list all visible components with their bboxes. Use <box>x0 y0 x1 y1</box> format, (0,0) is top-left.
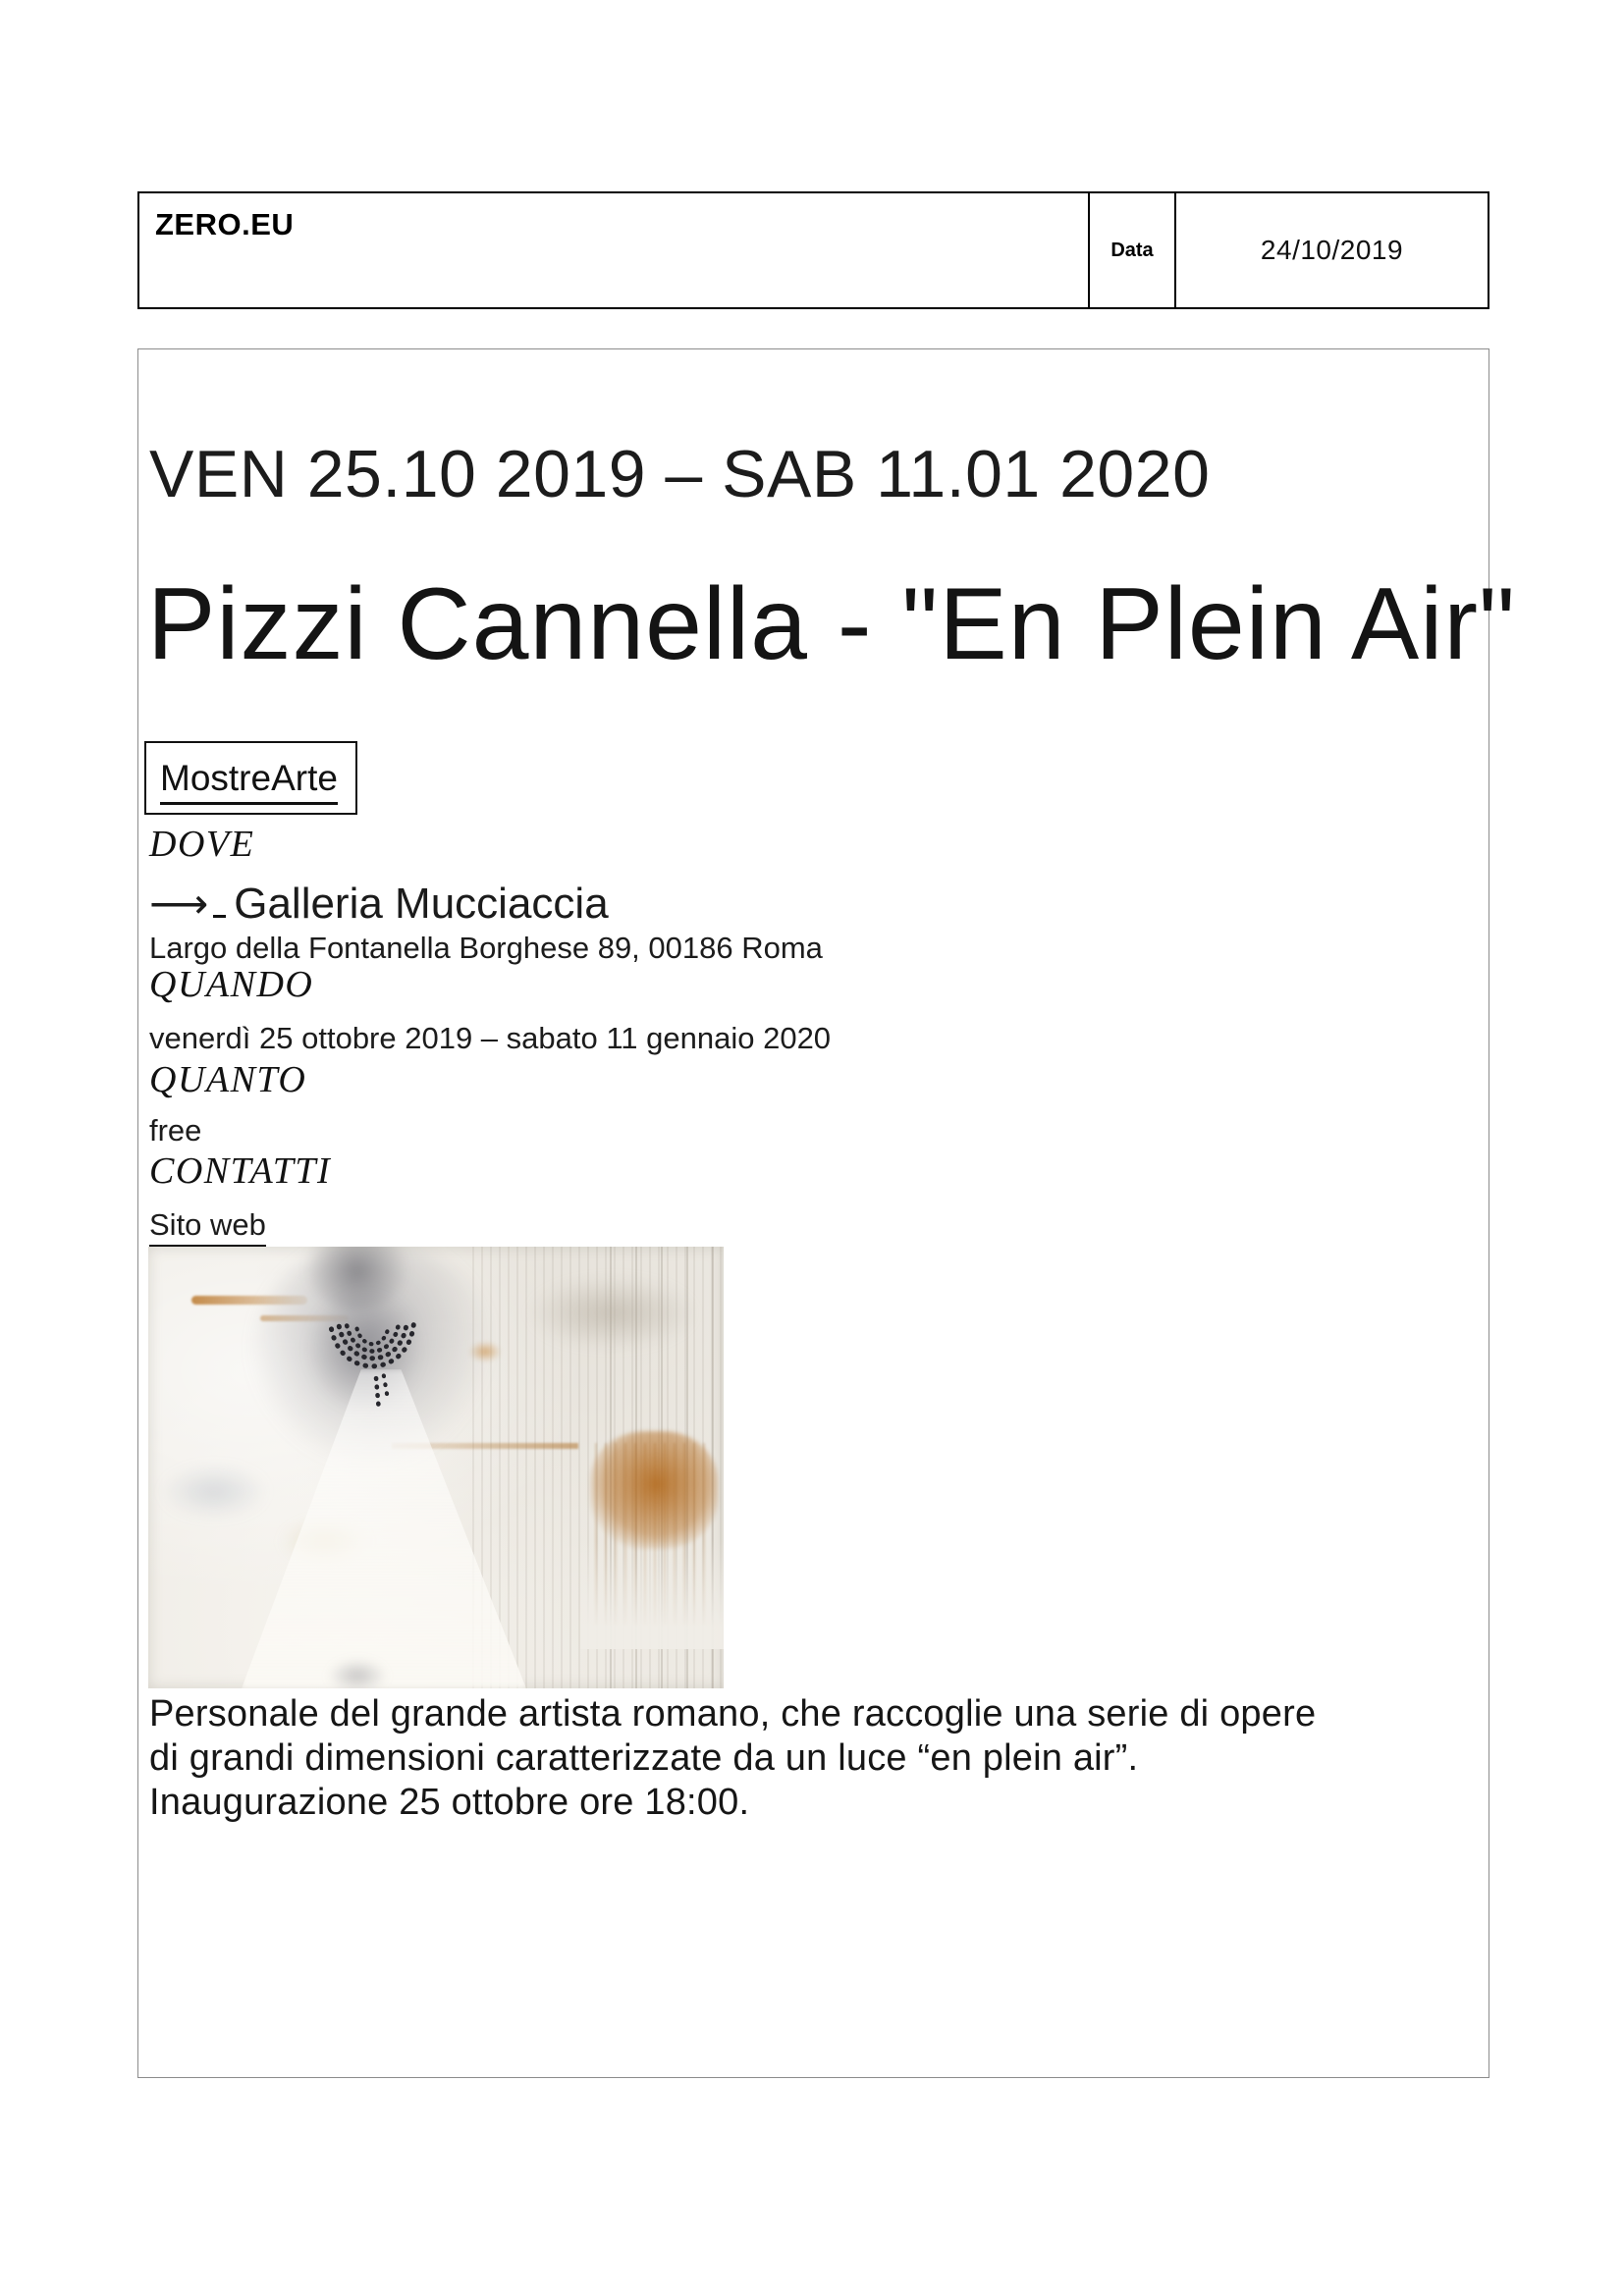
venue-name: Galleria Mucciaccia <box>234 880 609 928</box>
artwork-rust-fade <box>580 1541 724 1649</box>
venue-link-underline-mark <box>213 912 226 918</box>
category-badge-label: MostreArte <box>160 758 338 805</box>
description-line: di grandi dimensioni caratterizzate da un luce “en plein air”. <box>149 1737 1139 1779</box>
article-box <box>137 348 1516 2078</box>
event-dates-text: venerdì 25 ottobre 2019 – sabato 11 gennaio 2020 <box>149 1021 832 1055</box>
artwork-rust-patch <box>590 1431 718 1549</box>
description-line: Inaugurazione 25 ottobre ore 18:00. <box>149 1782 750 1823</box>
event-description <box>149 1692 1316 1825</box>
contatti-section-label: CONTATTI <box>149 1150 332 1192</box>
artwork-bottom-smudge <box>327 1659 388 1688</box>
website-link[interactable] <box>149 1207 266 1243</box>
artwork-graytan-wash <box>526 1276 698 1350</box>
price-text: free <box>149 1113 202 1148</box>
description-line: Personale del grande artista romano, che raccoglie una serie di opere <box>149 1693 1317 1735</box>
website-link-label: Sito web <box>149 1207 266 1247</box>
event-title: Pizzi Cannella - "En Plein Air" <box>147 567 1516 681</box>
category-badge-mostrearte[interactable] <box>144 741 357 815</box>
artwork-blue-wash <box>160 1465 268 1519</box>
header-box <box>137 191 1489 309</box>
necklace-beads-graphic <box>319 1312 435 1419</box>
venue-link[interactable] <box>149 880 609 929</box>
data-label-cell <box>1088 193 1174 307</box>
clipping-date: 24/10/2019 <box>1260 235 1404 265</box>
long-arrow-right-icon: ⟶ <box>149 880 209 928</box>
date-value-cell <box>1174 193 1488 307</box>
quanto-section-label: QUANTO <box>149 1059 307 1100</box>
data-label: Data <box>1110 239 1154 261</box>
venue-address: Largo della Fontanella Borghese 89, 00186 Roma <box>149 931 823 965</box>
quando-section-label: QUANDO <box>149 964 314 1005</box>
dove-section-label: DOVE <box>149 824 255 865</box>
artwork-image <box>148 1247 724 1688</box>
event-date-range: VEN 25.10 2019 – SAB 11.01 2020 <box>149 437 1211 511</box>
zero-eu-logo: ZERO.EU <box>155 207 295 241</box>
